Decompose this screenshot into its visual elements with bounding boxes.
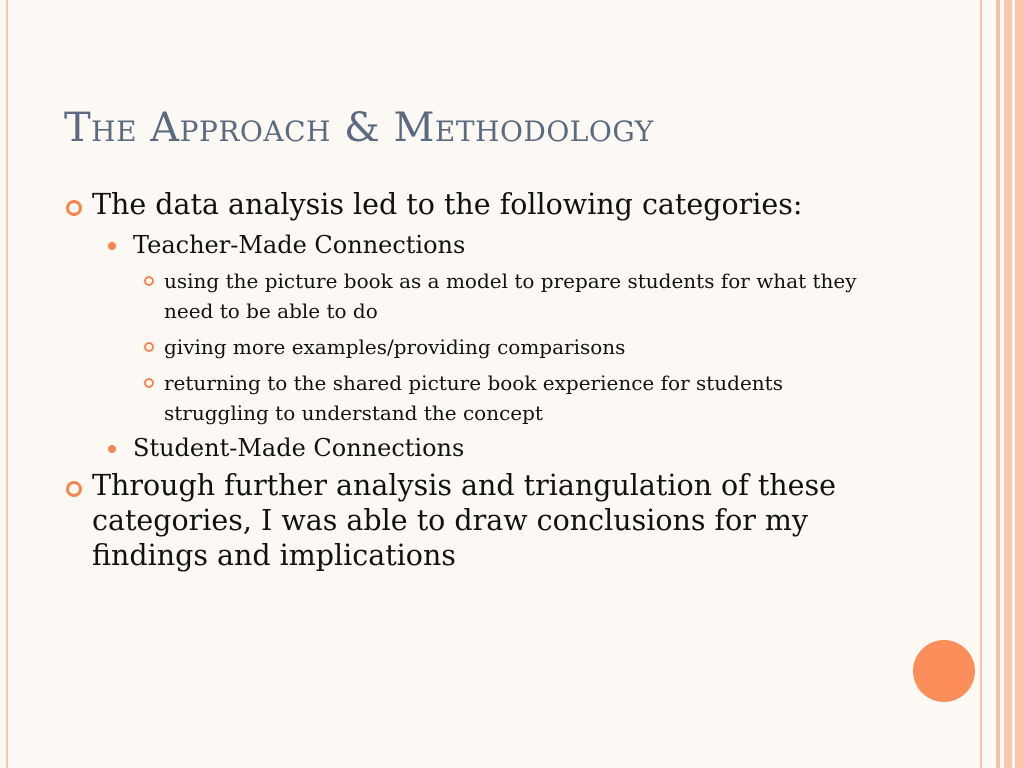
bullet-list bbox=[60, 188, 890, 582]
bullet-item-level3 bbox=[144, 368, 890, 428]
bullet-text: Through further analysis and triangulation of these categories, I was able to draw conclusions for my findings and implications bbox=[92, 469, 836, 572]
bullet-item-level3 bbox=[144, 332, 890, 362]
slide-title: The Approach & Methodology bbox=[64, 105, 654, 151]
right-stripes-decoration bbox=[980, 0, 1024, 768]
bullet-item-level2 bbox=[106, 434, 890, 463]
dot-bullet-icon bbox=[108, 445, 116, 453]
bullet-text: Teacher-Made Connections bbox=[133, 230, 466, 259]
bullet-text: using the picture book as a model to prepare students for what they need to be able to do bbox=[164, 269, 857, 324]
ring-bullet-icon bbox=[66, 200, 82, 216]
bullet-item-level2 bbox=[106, 231, 890, 260]
bullet-item-level1 bbox=[60, 188, 890, 223]
bullet-text: Student-Made Connections bbox=[133, 434, 465, 463]
stripe bbox=[982, 0, 996, 768]
ring-bullet-icon bbox=[144, 276, 154, 286]
dot-bullet-icon bbox=[108, 242, 116, 250]
bullet-text: The data analysis led to the following categories: bbox=[92, 188, 803, 221]
left-border-decoration bbox=[0, 0, 8, 768]
orange-circle-decoration bbox=[913, 640, 975, 702]
bullet-item-level3 bbox=[144, 266, 890, 326]
stripe bbox=[1015, 0, 1024, 768]
ring-bullet-icon bbox=[144, 342, 154, 352]
ring-bullet-icon bbox=[144, 378, 154, 388]
bullet-text: returning to the shared picture book experience for students struggling to understand the concept bbox=[164, 371, 783, 426]
bullet-item-level1 bbox=[60, 469, 890, 573]
ring-bullet-icon bbox=[66, 481, 82, 497]
stripe bbox=[1004, 0, 1012, 768]
bullet-text: giving more examples/providing comparisons bbox=[164, 335, 626, 360]
